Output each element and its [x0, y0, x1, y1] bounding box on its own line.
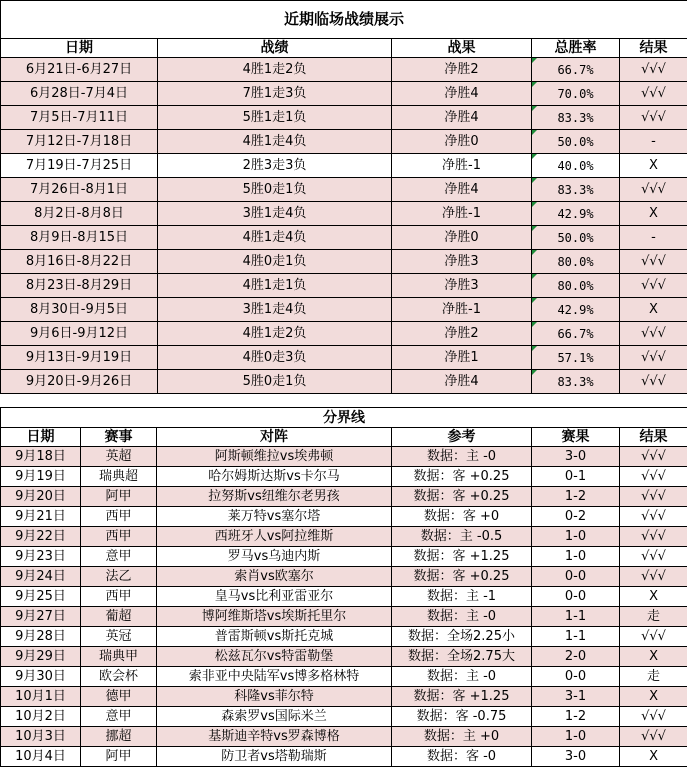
match-row — [1, 607, 687, 627]
cell-marker-icon — [532, 322, 537, 327]
match-date: 9月22日 — [1, 527, 81, 547]
cell-marker-icon — [532, 58, 537, 63]
match-score: 1-0 — [532, 527, 620, 547]
summary-record: 4胜0走3负 — [158, 346, 392, 370]
header-outcome: 战果 — [392, 39, 532, 58]
match-league: 意甲 — [81, 547, 157, 567]
header-fixture: 对阵 — [157, 428, 392, 447]
match-league: 西甲 — [81, 587, 157, 607]
summary-outcome: 净胜-1 — [392, 154, 532, 178]
match-reference: 数据：主 -0 — [392, 667, 532, 687]
summary-rate: 42.9% — [532, 202, 620, 226]
summary-rate: 66.7% — [532, 58, 620, 82]
match-score: 3-1 — [532, 687, 620, 707]
match-fixture: 拉努斯vs纽维尔老男孩 — [157, 487, 392, 507]
match-score: 0-1 — [532, 467, 620, 487]
summary-result: X — [620, 298, 687, 322]
match-date: 9月24日 — [1, 567, 81, 587]
summary-rate: 50.0% — [532, 130, 620, 154]
match-date: 9月20日 — [1, 487, 81, 507]
summary-rate: 57.1% — [532, 346, 620, 370]
summary-date: 8月9日-8月15日 — [1, 226, 158, 250]
summary-row — [1, 274, 687, 298]
match-fixture: 皇马vs比利亚雷亚尔 — [157, 587, 392, 607]
separator-label: 分界线 — [1, 408, 687, 428]
match-date: 9月30日 — [1, 667, 81, 687]
summary-date: 7月5日-7月11日 — [1, 106, 158, 130]
match-league: 意甲 — [81, 707, 157, 727]
match-result: √√√ — [620, 527, 687, 547]
match-score: 0-0 — [532, 567, 620, 587]
summary-rate: 70.0% — [532, 82, 620, 106]
summary-row — [1, 82, 687, 106]
match-league: 西甲 — [81, 507, 157, 527]
match-reference: 数据：主 +0 — [392, 727, 532, 747]
match-league: 欧会杯 — [81, 667, 157, 687]
match-row — [1, 647, 687, 667]
match-date: 10月1日 — [1, 687, 81, 707]
summary-record: 5胜1走1负 — [158, 106, 392, 130]
match-result: X — [620, 687, 687, 707]
match-result: √√√ — [620, 627, 687, 647]
summary-outcome: 净胜3 — [392, 250, 532, 274]
match-result: √√√ — [620, 467, 687, 487]
match-row — [1, 547, 687, 567]
match-reference: 数据：客 -0.75 — [392, 707, 532, 727]
match-result: √√√ — [620, 507, 687, 527]
summary-record: 4胜1走4负 — [158, 226, 392, 250]
summary-result: - — [620, 226, 687, 250]
match-reference: 数据：主 -0 — [392, 607, 532, 627]
summary-record: 4胜1走4负 — [158, 130, 392, 154]
match-fixture: 莱万特vs塞尔塔 — [157, 507, 392, 527]
summary-row — [1, 226, 687, 250]
match-reference: 数据：客 -0 — [392, 747, 532, 767]
summary-rate: 40.0% — [532, 154, 620, 178]
match-league: 法乙 — [81, 567, 157, 587]
summary-record: 2胜3走3负 — [158, 154, 392, 178]
match-league: 挪超 — [81, 727, 157, 747]
cell-marker-icon — [532, 154, 537, 159]
summary-outcome: 净胜2 — [392, 58, 532, 82]
match-reference: 数据：客 +1.25 — [392, 687, 532, 707]
match-date: 9月27日 — [1, 607, 81, 627]
match-score: 1-1 — [532, 607, 620, 627]
match-row — [1, 667, 687, 687]
match-result: X — [620, 647, 687, 667]
summary-outcome: 净胜3 — [392, 274, 532, 298]
match-row — [1, 487, 687, 507]
summary-rate: 83.3% — [532, 106, 620, 130]
summary-outcome: 净胜4 — [392, 106, 532, 130]
match-row — [1, 567, 687, 587]
cell-marker-icon — [532, 130, 537, 135]
match-fixture: 索肖vs欧塞尔 — [157, 567, 392, 587]
match-score: 1-0 — [532, 727, 620, 747]
summary-result: X — [620, 202, 687, 226]
summary-result: √√√ — [620, 58, 687, 82]
match-score: 1-2 — [532, 487, 620, 507]
match-result: √√√ — [620, 547, 687, 567]
summary-outcome: 净胜4 — [392, 178, 532, 202]
summary-row — [1, 154, 687, 178]
summary-outcome: 净胜0 — [392, 130, 532, 154]
summary-rate: 83.3% — [532, 370, 620, 394]
match-header-row — [1, 428, 687, 447]
match-row — [1, 627, 687, 647]
match-date: 9月29日 — [1, 647, 81, 667]
match-score: 1-1 — [532, 627, 620, 647]
header-score: 赛果 — [532, 428, 620, 447]
match-reference: 数据：主 -0.5 — [392, 527, 532, 547]
match-date: 9月21日 — [1, 507, 81, 527]
cell-marker-icon — [532, 250, 537, 255]
summary-record: 5胜0走1负 — [158, 178, 392, 202]
match-result: √√√ — [620, 567, 687, 587]
summary-result: X — [620, 154, 687, 178]
cell-marker-icon — [532, 202, 537, 207]
match-table — [0, 407, 687, 767]
match-league: 德甲 — [81, 687, 157, 707]
match-fixture: 索非亚中央陆军vs博多格林特 — [157, 667, 392, 687]
cell-marker-icon — [532, 298, 537, 303]
match-result: √√√ — [620, 447, 687, 467]
header-reference: 参考 — [392, 428, 532, 447]
summary-outcome: 净胜-1 — [392, 202, 532, 226]
summary-result: √√√ — [620, 82, 687, 106]
cell-marker-icon — [532, 106, 537, 111]
match-league: 瑞典甲 — [81, 647, 157, 667]
match-date: 9月18日 — [1, 447, 81, 467]
header-league: 赛事 — [81, 428, 157, 447]
header-result: 结果 — [620, 428, 687, 447]
cell-marker-icon — [532, 370, 537, 375]
match-fixture: 防卫者vs塔勒瑞斯 — [157, 747, 392, 767]
summary-outcome: 净胜-1 — [392, 298, 532, 322]
summary-record: 4胜0走1负 — [158, 250, 392, 274]
match-league: 阿甲 — [81, 487, 157, 507]
summary-row — [1, 322, 687, 346]
summary-date: 7月26日-8月1日 — [1, 178, 158, 202]
match-date: 10月4日 — [1, 747, 81, 767]
match-fixture: 普雷斯顿vs斯托克城 — [157, 627, 392, 647]
header-result: 结果 — [620, 39, 687, 58]
summary-date: 8月16日-8月22日 — [1, 250, 158, 274]
match-league: 西甲 — [81, 527, 157, 547]
summary-date: 7月12日-7月18日 — [1, 130, 158, 154]
summary-record: 4胜1走2负 — [158, 322, 392, 346]
match-result: √√√ — [620, 707, 687, 727]
match-result: √√√ — [620, 727, 687, 747]
summary-result: √√√ — [620, 178, 687, 202]
match-league: 葡超 — [81, 607, 157, 627]
summary-date: 9月13日-9月19日 — [1, 346, 158, 370]
match-league: 英超 — [81, 447, 157, 467]
cell-marker-icon — [532, 226, 537, 231]
match-score: 1-0 — [532, 547, 620, 567]
cell-marker-icon — [532, 82, 537, 87]
match-result: X — [620, 587, 687, 607]
match-fixture: 基斯迪辛特vs罗森博格 — [157, 727, 392, 747]
summary-result: √√√ — [620, 370, 687, 394]
summary-outcome: 净胜0 — [392, 226, 532, 250]
summary-rate: 66.7% — [532, 322, 620, 346]
match-row — [1, 587, 687, 607]
match-row — [1, 747, 687, 767]
summary-outcome: 净胜2 — [392, 322, 532, 346]
summary-outcome: 净胜4 — [392, 82, 532, 106]
match-row — [1, 687, 687, 707]
match-fixture: 博阿维斯塔vs埃斯托里尔 — [157, 607, 392, 627]
summary-row — [1, 202, 687, 226]
match-fixture: 森索罗vs国际米兰 — [157, 707, 392, 727]
match-row — [1, 467, 687, 487]
summary-row — [1, 250, 687, 274]
match-result: √√√ — [620, 487, 687, 507]
match-fixture: 阿斯顿维拉vs埃弗顿 — [157, 447, 392, 467]
match-league: 瑞典超 — [81, 467, 157, 487]
match-row — [1, 507, 687, 527]
summary-date: 7月19日-7月25日 — [1, 154, 158, 178]
match-score: 0-0 — [532, 667, 620, 687]
summary-record: 5胜0走1负 — [158, 370, 392, 394]
match-date: 10月2日 — [1, 707, 81, 727]
summary-date: 6月28日-7月4日 — [1, 82, 158, 106]
match-row — [1, 707, 687, 727]
match-date: 9月19日 — [1, 467, 81, 487]
match-score: 1-2 — [532, 707, 620, 727]
match-league: 英冠 — [81, 627, 157, 647]
summary-record: 7胜1走3负 — [158, 82, 392, 106]
summary-date: 8月23日-8月29日 — [1, 274, 158, 298]
header-rate: 总胜率 — [532, 39, 620, 58]
summary-record: 3胜1走4负 — [158, 202, 392, 226]
match-reference: 数据：客 +0.25 — [392, 567, 532, 587]
summary-rate: 83.3% — [532, 178, 620, 202]
match-score: 0-0 — [532, 587, 620, 607]
summary-rate: 80.0% — [532, 274, 620, 298]
match-reference: 数据：客 +1.25 — [392, 547, 532, 567]
summary-row — [1, 370, 687, 394]
summary-rate: 80.0% — [532, 250, 620, 274]
match-reference: 数据：全场2.25小 — [392, 627, 532, 647]
summary-row — [1, 178, 687, 202]
match-score: 2-0 — [532, 647, 620, 667]
match-score: 3-0 — [532, 747, 620, 767]
summary-outcome: 净胜4 — [392, 370, 532, 394]
summary-row — [1, 298, 687, 322]
summary-date: 8月30日-9月5日 — [1, 298, 158, 322]
match-row — [1, 727, 687, 747]
match-reference: 数据：客 +0.25 — [392, 467, 532, 487]
summary-result: √√√ — [620, 106, 687, 130]
match-date: 10月3日 — [1, 727, 81, 747]
summary-date: 9月20日-9月26日 — [1, 370, 158, 394]
summary-record: 4胜1走1负 — [158, 274, 392, 298]
cell-marker-icon — [532, 178, 537, 183]
match-fixture: 哈尔姆斯达斯vs卡尔马 — [157, 467, 392, 487]
match-row — [1, 447, 687, 467]
cell-marker-icon — [532, 274, 537, 279]
summary-row — [1, 106, 687, 130]
summary-record: 3胜1走4负 — [158, 298, 392, 322]
match-date: 9月25日 — [1, 587, 81, 607]
match-date: 9月28日 — [1, 627, 81, 647]
summary-rate: 50.0% — [532, 226, 620, 250]
summary-record: 4胜1走2负 — [158, 58, 392, 82]
summary-rate: 42.9% — [532, 298, 620, 322]
summary-outcome: 净胜1 — [392, 346, 532, 370]
match-reference: 数据：客 +0 — [392, 507, 532, 527]
summary-header-row — [1, 39, 687, 58]
summary-result: √√√ — [620, 274, 687, 298]
summary-row — [1, 58, 687, 82]
summary-row — [1, 346, 687, 370]
match-result: 走 — [620, 667, 687, 687]
match-result: 走 — [620, 607, 687, 627]
match-row — [1, 527, 687, 547]
summary-result: - — [620, 130, 687, 154]
match-score: 0-2 — [532, 507, 620, 527]
page-title: 近期临场战绩展示 — [1, 1, 687, 39]
cell-marker-icon — [532, 346, 537, 351]
summary-result: √√√ — [620, 346, 687, 370]
header-record: 战绩 — [158, 39, 392, 58]
summary-row — [1, 130, 687, 154]
summary-date: 8月2日-8月8日 — [1, 202, 158, 226]
match-reference: 数据：客 +0.25 — [392, 487, 532, 507]
header-date: 日期 — [1, 39, 158, 58]
summary-date: 9月6日-9月12日 — [1, 322, 158, 346]
match-fixture: 西班牙人vs阿拉维斯 — [157, 527, 392, 547]
summary-result: √√√ — [620, 250, 687, 274]
match-score: 3-0 — [532, 447, 620, 467]
match-fixture: 科隆vs菲尔特 — [157, 687, 392, 707]
match-date: 9月23日 — [1, 547, 81, 567]
match-result: X — [620, 747, 687, 767]
match-reference: 数据：主 -0 — [392, 447, 532, 467]
match-league: 阿甲 — [81, 747, 157, 767]
summary-date: 6月21日-6月27日 — [1, 58, 158, 82]
summary-result: √√√ — [620, 322, 687, 346]
header-date: 日期 — [1, 428, 81, 447]
match-fixture: 松兹瓦尔vs特雷勒堡 — [157, 647, 392, 667]
match-reference: 数据：全场2.75大 — [392, 647, 532, 667]
match-fixture: 罗马vs乌迪内斯 — [157, 547, 392, 567]
match-reference: 数据：主 -1 — [392, 587, 532, 607]
